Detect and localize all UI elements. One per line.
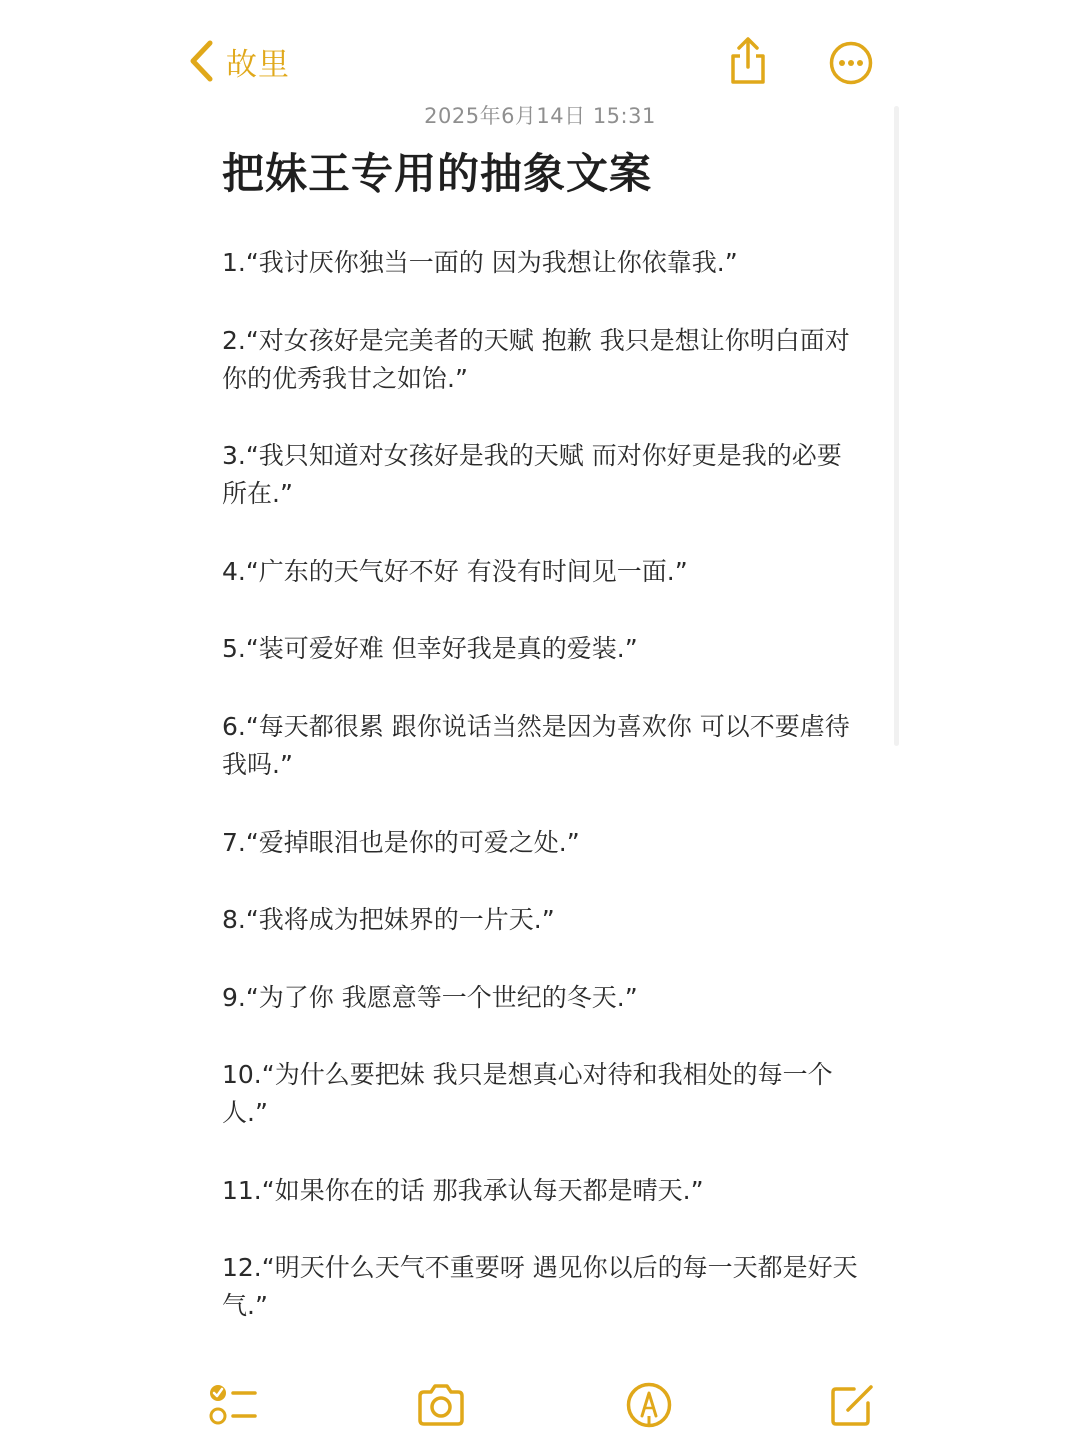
note-line-11[interactable]: 11.“如果你在的话 那我承认每天都是晴天.” — [222, 1176, 704, 1205]
checklist-button[interactable] — [207, 1380, 257, 1430]
share-button[interactable] — [724, 36, 772, 86]
note-title[interactable]: 把妹王专用的抽象文案 — [222, 149, 653, 198]
note-line-8[interactable]: 8.“我将成为把妹界的一片天.” — [222, 905, 555, 934]
compose-icon — [828, 1380, 878, 1430]
note-line-3[interactable]: 3.“我只知道对女孩好是我的天赋 而对你好更是我的必要所在.” — [222, 441, 842, 508]
note-date: 2025年6月14日 15:31 — [424, 104, 656, 128]
more-icon — [828, 71, 874, 90]
note-line-10[interactable]: 10.“为什么要把妹 我只是想真心对待和我相处的每一个人.” — [222, 1060, 833, 1127]
note-line-6[interactable]: 6.“每天都很累 跟你说话当然是因为喜欢你 可以不要虐待我吗.” — [222, 712, 850, 779]
back-label: 故里 — [226, 46, 290, 83]
checklist-icon — [207, 1380, 257, 1430]
compose-button[interactable] — [828, 1380, 878, 1430]
note-line-5[interactable]: 5.“装可爱好难 但幸好我是真的爱装.” — [222, 634, 638, 663]
note-line-12[interactable]: 12.“明天什么天气不重要呀 遇见你以后的每一天都是好天气.” — [222, 1253, 858, 1320]
share-icon — [724, 71, 772, 90]
more-button[interactable] — [828, 40, 874, 86]
chevron-left-icon — [188, 40, 214, 82]
markup-icon — [624, 1380, 674, 1430]
back-button[interactable] — [188, 38, 290, 84]
note-line-1[interactable]: 1.“我讨厌你独当一面的 因为我想让你依靠我.” — [222, 248, 738, 277]
navigation-bar — [0, 0, 1080, 100]
note-line-7[interactable]: 7.“爱掉眼泪也是你的可爱之处.” — [222, 828, 580, 857]
camera-icon — [416, 1380, 466, 1430]
note-line-9[interactable]: 9.“为了你 我愿意等一个世纪的冬天.” — [222, 983, 638, 1012]
markup-button[interactable] — [624, 1380, 674, 1430]
note-line-2[interactable]: 2.“对女孩好是完美者的天赋 抱歉 我只是想让你明白面对你的优秀我甘之如饴.” — [222, 326, 850, 393]
scrollbar[interactable] — [894, 106, 899, 746]
camera-button[interactable] — [416, 1380, 466, 1430]
note-line-4[interactable]: 4.“广东的天气好不好 有没有时间见一面.” — [222, 557, 688, 586]
